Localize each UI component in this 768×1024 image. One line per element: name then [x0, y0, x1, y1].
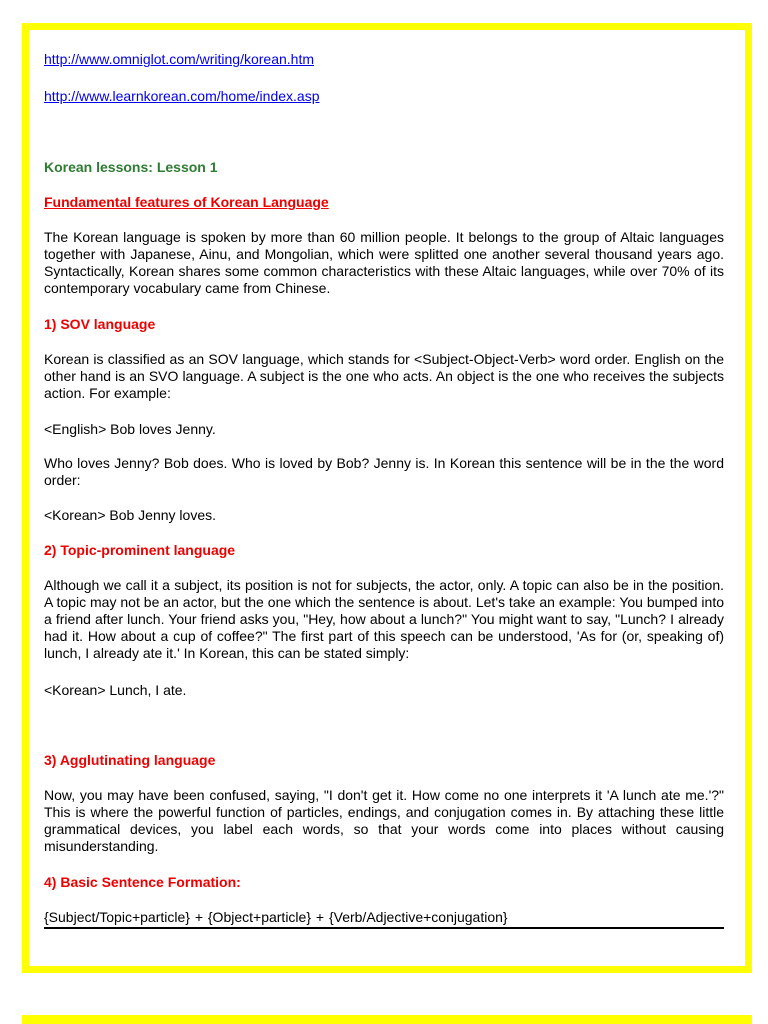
omniglot-link[interactable]: http://www.omniglot.com/writing/korean.htm: [44, 51, 314, 67]
example-korean-sov: <Korean> Bob Jenny loves.: [44, 507, 217, 523]
sov-heading: 1) SOV language: [44, 316, 156, 332]
agglutinating-heading: 3) Agglutinating language: [44, 752, 216, 768]
example-english: <English> Bob loves Jenny.: [44, 421, 216, 437]
sentence-formula: {Subject/Topic+particle} + {Object+particle} + {Verb/Adjective+conjugation}: [44, 909, 724, 929]
lesson-title: Korean lessons: Lesson 1: [44, 159, 218, 175]
sov-paragraph-2: Who loves Jenny? Bob does. Who is loved by Bob? Jenny is. In Korean this sentence will be in the the word order:: [44, 455, 724, 488]
next-page-frame-edge: [22, 1015, 752, 1024]
learnkorean-link[interactable]: http://www.learnkorean.com/home/index.asp: [44, 88, 320, 104]
basic-sentence-heading: 4) Basic Sentence Formation:: [44, 874, 241, 890]
topic-paragraph: Although we call it a subject, its position is not for subjects, the actor, only. A topic can also be in the position. A topic may not be an actor, but the one which the sentence is about. Let's take an example: You bumped into a friend after lunch. Your friend asks you, "Hey, how about a lunch?" You might want to say, "Lunch? I already had it. How about a cup of coffee?" The first part of this speech can be understood, 'As for (or, speaking of) lunch, I already ate it.' In Korean, this can be stated simply:: [44, 577, 724, 661]
page-frame: [22, 23, 752, 973]
example-korean-topic: <Korean> Lunch, I ate.: [44, 682, 187, 698]
agglutinating-paragraph: Now, you may have been confused, saying, "I don't get it. How come no one interprets it 'A lunch ate me.'?" This is where the powerful function of particles, endings, and conjugation comes in. By attaching these little grammatical devices, you label each words, so that your words come into places without causing misunderstanding.: [44, 787, 724, 854]
sov-paragraph: Korean is classified as an SOV language, which stands for <Subject-Object-Verb> word order. English on the other hand is an SVO language. A subject is the one who acts. An object is the one who receives the subjects action. For example:: [44, 351, 724, 401]
intro-paragraph: The Korean language is spoken by more than 60 million people. It belongs to the group of Altaic languages together with Japanese, Ainu, and Mongolian, which were splitted one another several thousand years ago. Syntactically, Korean shares some common characteristics with these Altaic languages, while over 70% of its contemporary vocabulary came from Chinese.: [44, 229, 724, 296]
fundamental-heading: Fundamental features of Korean Language: [44, 194, 329, 210]
topic-heading: 2) Topic-prominent language: [44, 542, 236, 558]
